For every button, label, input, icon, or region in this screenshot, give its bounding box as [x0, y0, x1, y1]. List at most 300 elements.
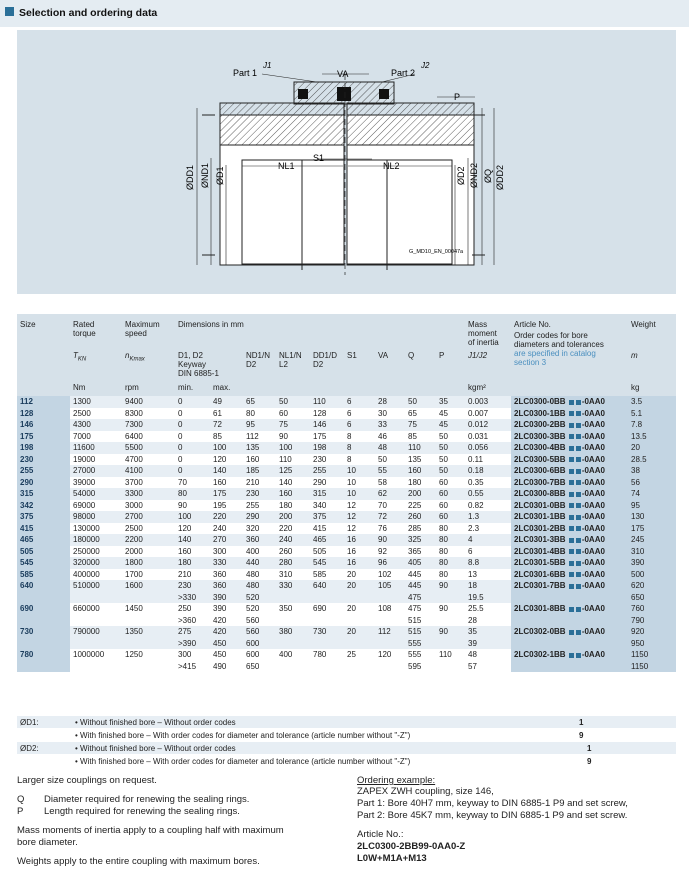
article-suffix: -0AA0 — [581, 500, 605, 510]
table-cell: 350 — [276, 603, 310, 615]
table-cell: 250000 — [70, 546, 122, 558]
th-q: Q — [408, 351, 415, 360]
table-cell: 600 — [243, 649, 276, 661]
article-cell — [511, 511, 628, 523]
table-cell — [70, 661, 122, 673]
table-cell: 10 — [344, 477, 375, 489]
weight-cell: 620 — [628, 580, 676, 592]
table-cell: 175 — [210, 488, 243, 500]
note-label: ØD1: — [20, 718, 39, 727]
table-cell: 50 — [276, 396, 310, 408]
label-nl2: NL2 — [383, 161, 400, 171]
table-cell: 510000 — [70, 580, 122, 592]
th-mass-2: moment — [468, 329, 497, 338]
table-cell: 72 — [210, 419, 243, 431]
table-row — [17, 488, 676, 500]
footer-mass-1: Mass moments of inertia apply to a coupling half with maximum — [17, 825, 284, 836]
table-row — [17, 500, 676, 512]
table-cell: 4300 — [70, 419, 122, 431]
size-cell — [17, 615, 70, 627]
table-cell: 39 — [465, 638, 511, 650]
table-row — [17, 523, 676, 535]
weight-cell: 56 — [628, 477, 676, 489]
table-cell — [310, 615, 344, 627]
table-row — [17, 419, 676, 431]
table-cell: 108 — [375, 603, 405, 615]
table-cell: 1700 — [122, 569, 175, 581]
th-p: P — [439, 351, 445, 360]
weight-cell: 650 — [628, 592, 676, 604]
th-torque-sym: $T_{KN}$ — [73, 351, 87, 363]
article-cell — [511, 396, 628, 408]
table-cell: 0 — [175, 396, 210, 408]
table-cell: 300 — [175, 649, 210, 661]
note-code: 9 — [579, 731, 584, 740]
table-cell: 0 — [175, 408, 210, 420]
footer-mass-2: bore diameter. — [17, 837, 78, 848]
table-cell: 330 — [276, 580, 310, 592]
article-cell — [511, 454, 628, 466]
article-suffix: -0AA0 — [581, 466, 605, 476]
article-suffix: -0AA0 — [581, 535, 605, 545]
option-square-icon — [576, 492, 581, 497]
article-cell — [511, 592, 628, 604]
label-dd2: ØDD2 — [495, 164, 505, 190]
table-cell: 16 — [344, 546, 375, 558]
label-d1: ØD1 — [215, 166, 225, 185]
table-cell: 200 — [276, 511, 310, 523]
table-cell: 20 — [344, 603, 375, 615]
table-cell: 80 — [436, 546, 465, 558]
th-weight-unit: kg — [631, 383, 640, 392]
table-cell: 2500 — [70, 408, 122, 420]
data-table — [17, 396, 676, 672]
option-square-icon — [569, 457, 574, 462]
table-cell: 0 — [175, 454, 210, 466]
th-torque-1: Rated — [73, 320, 95, 329]
article-suffix: -0AA0 — [581, 397, 605, 407]
option-square-icon — [569, 538, 574, 543]
option-square-icon — [569, 549, 574, 554]
example-article-2: L0W+M1A+M13 — [357, 853, 427, 864]
table-cell: 280 — [276, 557, 310, 569]
article-suffix: -0AA0 — [581, 546, 605, 556]
th-size: Size — [20, 320, 36, 329]
article-suffix: -0AA0 — [581, 604, 605, 614]
label-nd2: ØND2 — [469, 162, 479, 188]
table-cell: 135 — [405, 454, 436, 466]
table-cell: 120 — [210, 454, 243, 466]
table-row — [17, 431, 676, 443]
table-row — [17, 454, 676, 466]
label-s1: S1 — [313, 153, 325, 163]
article-suffix: -0AA0 — [581, 627, 605, 637]
weight-cell: 3.5 — [628, 396, 676, 408]
article-cell — [511, 661, 628, 673]
table-cell: 790000 — [70, 626, 122, 638]
section-title: Selection and ordering data — [19, 7, 158, 19]
table-cell: 475 — [405, 603, 436, 615]
option-square-icon — [576, 457, 581, 462]
option-square-icon — [569, 653, 574, 658]
table-row — [17, 477, 676, 489]
footer-p-text: Length required for renewing the sealing rings. — [44, 806, 240, 817]
table-cell: 420 — [210, 615, 243, 627]
th-dims: Dimensions in mm — [178, 320, 244, 329]
option-square-icon — [576, 584, 581, 589]
table-cell: 7000 — [70, 431, 122, 443]
article-number: 2LC0300-1BB — [514, 408, 566, 418]
table-cell: 9400 — [122, 396, 175, 408]
table-cell: 160 — [405, 465, 436, 477]
table-cell — [436, 615, 465, 627]
table-cell: 110 — [436, 649, 465, 661]
example-line-3: Part 2: Bore 45K7 mm, keyway to DIN 6885-1 P9 and set screw. — [357, 810, 628, 821]
table-cell: 70 — [175, 477, 210, 489]
table-cell: 49 — [210, 396, 243, 408]
article-number: 2LC0300-4BB — [514, 443, 566, 453]
th-speed-unit: rpm — [125, 383, 139, 392]
article-number: 2LC0300-6BB — [514, 466, 566, 476]
table-cell: 730 — [310, 626, 344, 638]
article-suffix: -0AA0 — [581, 489, 605, 499]
table-cell: 180 — [276, 500, 310, 512]
weight-cell: 1150 — [628, 661, 676, 673]
th-d1d2: D1, D2 — [178, 351, 203, 360]
article-suffix: -0AA0 — [581, 420, 605, 430]
table-cell: 11600 — [70, 442, 122, 454]
table-cell: 25 — [344, 649, 375, 661]
option-square-icon — [569, 446, 574, 451]
table-cell: 75 — [405, 419, 436, 431]
table-cell: 220 — [210, 511, 243, 523]
example-article-1: 2LC0300-2BB99-0AA0-Z — [357, 841, 466, 852]
table-cell: 505 — [310, 546, 344, 558]
table-cell: 290 — [243, 511, 276, 523]
table-cell — [375, 638, 405, 650]
table-cell: 0 — [175, 465, 210, 477]
table-cell: 360 — [210, 580, 243, 592]
article-number: 2LC0301-6BB — [514, 569, 566, 579]
weight-cell: 790 — [628, 615, 676, 627]
table-cell: 90 — [276, 431, 310, 443]
size-cell: 128 — [17, 408, 70, 420]
option-square-icon — [569, 400, 574, 405]
table-cell: 140 — [276, 477, 310, 489]
table-cell: 465 — [310, 534, 344, 546]
table-cell: 3000 — [122, 500, 175, 512]
note-code: 9 — [587, 757, 592, 766]
table-cell: 310 — [276, 569, 310, 581]
note-text: • Without finished bore – Without order codes — [75, 718, 236, 727]
option-square-icon — [576, 653, 581, 658]
table-cell — [70, 615, 122, 627]
table-cell: >415 — [175, 661, 210, 673]
weight-cell: 390 — [628, 557, 676, 569]
table-cell: 16 — [344, 534, 375, 546]
weight-cell: 130 — [628, 511, 676, 523]
note-row — [17, 716, 676, 728]
table-cell: 375 — [310, 511, 344, 523]
article-number: 2LC0300-2BB — [514, 420, 566, 430]
article-cell — [511, 419, 628, 431]
table-cell: 75 — [276, 419, 310, 431]
note-label: ØD2: — [20, 744, 39, 753]
option-square-icon — [576, 411, 581, 416]
footer-q-text: Diameter required for renewing the sealing rings. — [44, 794, 250, 805]
size-cell: 290 — [17, 477, 70, 489]
option-square-icon — [576, 561, 581, 566]
table-cell: 140 — [175, 534, 210, 546]
table-cell: 225 — [405, 500, 436, 512]
table-cell: 90 — [436, 580, 465, 592]
table-cell: 65 — [243, 396, 276, 408]
table-cell: 545 — [310, 557, 344, 569]
table-cell: 480 — [243, 580, 276, 592]
table-cell: 50 — [436, 454, 465, 466]
article-suffix: -0AA0 — [581, 512, 605, 522]
option-square-icon — [576, 423, 581, 428]
label-dd1: ØDD1 — [185, 164, 195, 190]
table-cell: 480 — [243, 569, 276, 581]
table-cell: 180 — [175, 557, 210, 569]
article-number: 2LC0301-4BB — [514, 546, 566, 556]
article-number: 2LC0301-8BB — [514, 604, 566, 614]
table-row — [17, 603, 676, 615]
table-cell: 1450 — [122, 603, 175, 615]
article-cell — [511, 603, 628, 615]
article-number: 2LC0300-0BB — [514, 397, 566, 407]
table-cell: 180000 — [70, 534, 122, 546]
option-square-icon — [576, 572, 581, 577]
table-cell: 90 — [175, 500, 210, 512]
size-cell: 545 — [17, 557, 70, 569]
table-cell: 125 — [276, 465, 310, 477]
table-row — [17, 638, 676, 650]
table-cell: 380 — [276, 626, 310, 638]
table-cell: 440 — [243, 557, 276, 569]
weight-cell: 245 — [628, 534, 676, 546]
table-cell: 19000 — [70, 454, 122, 466]
table-cell: 85 — [210, 431, 243, 443]
th-nd: ND1/N — [246, 351, 271, 360]
table-cell — [276, 615, 310, 627]
table-cell: 420 — [210, 626, 243, 638]
table-cell: 72 — [375, 511, 405, 523]
table-cell: 1300 — [70, 396, 122, 408]
article-cell — [511, 477, 628, 489]
article-number: 2LC0302-1BB — [514, 650, 566, 660]
weight-cell: 13.5 — [628, 431, 676, 443]
table-cell: 2700 — [122, 511, 175, 523]
article-number: 2LC0301-1BB — [514, 512, 566, 522]
table-cell — [375, 615, 405, 627]
table-cell: 60 — [436, 500, 465, 512]
article-suffix: -0AA0 — [581, 650, 605, 660]
option-square-icon — [576, 515, 581, 520]
table-cell: 50 — [405, 396, 436, 408]
size-cell: 640 — [17, 580, 70, 592]
table-cell: 6 — [465, 546, 511, 558]
table-cell: 120 — [175, 523, 210, 535]
table-cell: 69000 — [70, 500, 122, 512]
table-cell: 90 — [375, 534, 405, 546]
option-square-icon — [569, 503, 574, 508]
table-cell: 120 — [375, 649, 405, 661]
table-cell — [310, 592, 344, 604]
example-line-2: Part 1: Bore 40H7 mm, keyway to DIN 6885-1 P9 and set screw, — [357, 798, 628, 809]
table-cell: 92 — [375, 546, 405, 558]
article-suffix: -0AA0 — [581, 443, 605, 453]
table-cell: 2200 — [122, 534, 175, 546]
article-number: 2LC0301-3BB — [514, 535, 566, 545]
article-cell — [511, 488, 628, 500]
drawing-ref: G_MD10_EN_00047a — [409, 249, 464, 255]
table-cell: 260 — [405, 511, 436, 523]
option-square-icon — [569, 492, 574, 497]
weight-cell: 7.8 — [628, 419, 676, 431]
table-cell: 0 — [175, 442, 210, 454]
size-cell: 505 — [17, 546, 70, 558]
th-torque-2: torque — [73, 329, 96, 338]
footer-q-sym: Q — [17, 794, 25, 805]
table-cell: 1000000 — [70, 649, 122, 661]
th-mass-1: Mass — [468, 320, 488, 329]
size-cell — [17, 638, 70, 650]
size-cell: 146 — [17, 419, 70, 431]
table-row — [17, 592, 676, 604]
table-cell: 340 — [310, 500, 344, 512]
table-cell: 198 — [310, 442, 344, 454]
table-cell: 400 — [243, 546, 276, 558]
weight-cell: 920 — [628, 626, 676, 638]
article-cell — [511, 615, 628, 627]
th-article-5: section 3 — [514, 358, 547, 367]
table-cell: 4 — [465, 534, 511, 546]
article-cell — [511, 626, 628, 638]
size-cell: 690 — [17, 603, 70, 615]
table-cell: 80 — [436, 569, 465, 581]
th-va: VA — [378, 351, 389, 360]
option-square-icon — [576, 630, 581, 635]
label-d2: ØD2 — [456, 166, 466, 185]
th-dd-b: D2 — [313, 360, 324, 369]
table-cell — [344, 661, 375, 673]
table-cell — [436, 661, 465, 673]
table-cell: 28 — [375, 396, 405, 408]
table-cell: 450 — [210, 638, 243, 650]
table-cell: 6 — [344, 419, 375, 431]
option-square-icon — [569, 584, 574, 589]
table-cell: 33 — [375, 419, 405, 431]
table-cell: 12 — [344, 511, 375, 523]
option-square-icon — [576, 469, 581, 474]
table-row — [17, 442, 676, 454]
size-cell: 255 — [17, 465, 70, 477]
table-cell: 50 — [375, 454, 405, 466]
table-cell: 2000 — [122, 546, 175, 558]
article-cell — [511, 638, 628, 650]
table-row — [17, 465, 676, 477]
table-cell: 415 — [310, 523, 344, 535]
table-header — [17, 314, 676, 396]
table-cell: 600 — [243, 638, 276, 650]
table-cell: 55 — [375, 465, 405, 477]
table-cell: 210 — [243, 477, 276, 489]
table-cell: 515 — [405, 615, 436, 627]
article-cell — [511, 500, 628, 512]
size-cell — [17, 592, 70, 604]
table-cell: 240 — [276, 534, 310, 546]
table-cell: 8300 — [122, 408, 175, 420]
table-cell: 400 — [276, 649, 310, 661]
size-cell: 112 — [17, 396, 70, 408]
size-cell: 230 — [17, 454, 70, 466]
th-min: min. — [178, 383, 194, 392]
article-number: 2LC0301-0BB — [514, 500, 566, 510]
table-cell: 6400 — [122, 431, 175, 443]
table-cell: 39000 — [70, 477, 122, 489]
article-suffix: -0AA0 — [581, 408, 605, 418]
weight-cell: 1150 — [628, 649, 676, 661]
table-cell: 12 — [344, 523, 375, 535]
note-text: • Without finished bore – Without order codes — [75, 744, 236, 753]
table-cell: 80 — [436, 523, 465, 535]
table-cell: 255 — [310, 465, 344, 477]
table-cell: 0.55 — [465, 488, 511, 500]
option-square-icon — [569, 515, 574, 520]
th-speed-1: Maximum — [125, 320, 160, 329]
example-title: Ordering example: — [357, 775, 436, 786]
table-cell: 48 — [375, 442, 405, 454]
table-cell: 12 — [344, 500, 375, 512]
option-square-icon — [569, 469, 574, 474]
label-nl1: NL1 — [278, 161, 295, 171]
th-weight: Weight — [631, 320, 656, 329]
label-p: P — [454, 92, 461, 102]
article-cell — [511, 431, 628, 443]
table-cell: 0.012 — [465, 419, 511, 431]
table-cell: 520 — [243, 592, 276, 604]
table-cell: 390 — [210, 592, 243, 604]
table-row — [17, 626, 676, 638]
table-cell — [375, 592, 405, 604]
table-cell: 195 — [210, 500, 243, 512]
size-cell: 315 — [17, 488, 70, 500]
table-cell: 200 — [405, 488, 436, 500]
table-cell: 320 — [243, 523, 276, 535]
table-row — [17, 557, 676, 569]
footer-larger: Larger size couplings on request. — [17, 775, 157, 786]
table-row — [17, 569, 676, 581]
table-cell: 2500 — [122, 523, 175, 535]
option-square-icon — [576, 526, 581, 531]
table-cell: 50 — [436, 431, 465, 443]
table-cell: 20 — [344, 580, 375, 592]
th-keyway-2: DIN 6885-1 — [178, 369, 219, 378]
table-cell: 10 — [344, 488, 375, 500]
table-cell: 110 — [276, 454, 310, 466]
option-square-icon — [569, 561, 574, 566]
coupling-drawing-svg — [17, 30, 676, 294]
table-cell: 80 — [436, 557, 465, 569]
table-cell — [122, 638, 175, 650]
note-row — [17, 729, 676, 741]
size-cell: 465 — [17, 534, 70, 546]
table-cell: 48 — [465, 649, 511, 661]
table-cell: 80 — [436, 534, 465, 546]
table-cell: 515 — [405, 626, 436, 638]
